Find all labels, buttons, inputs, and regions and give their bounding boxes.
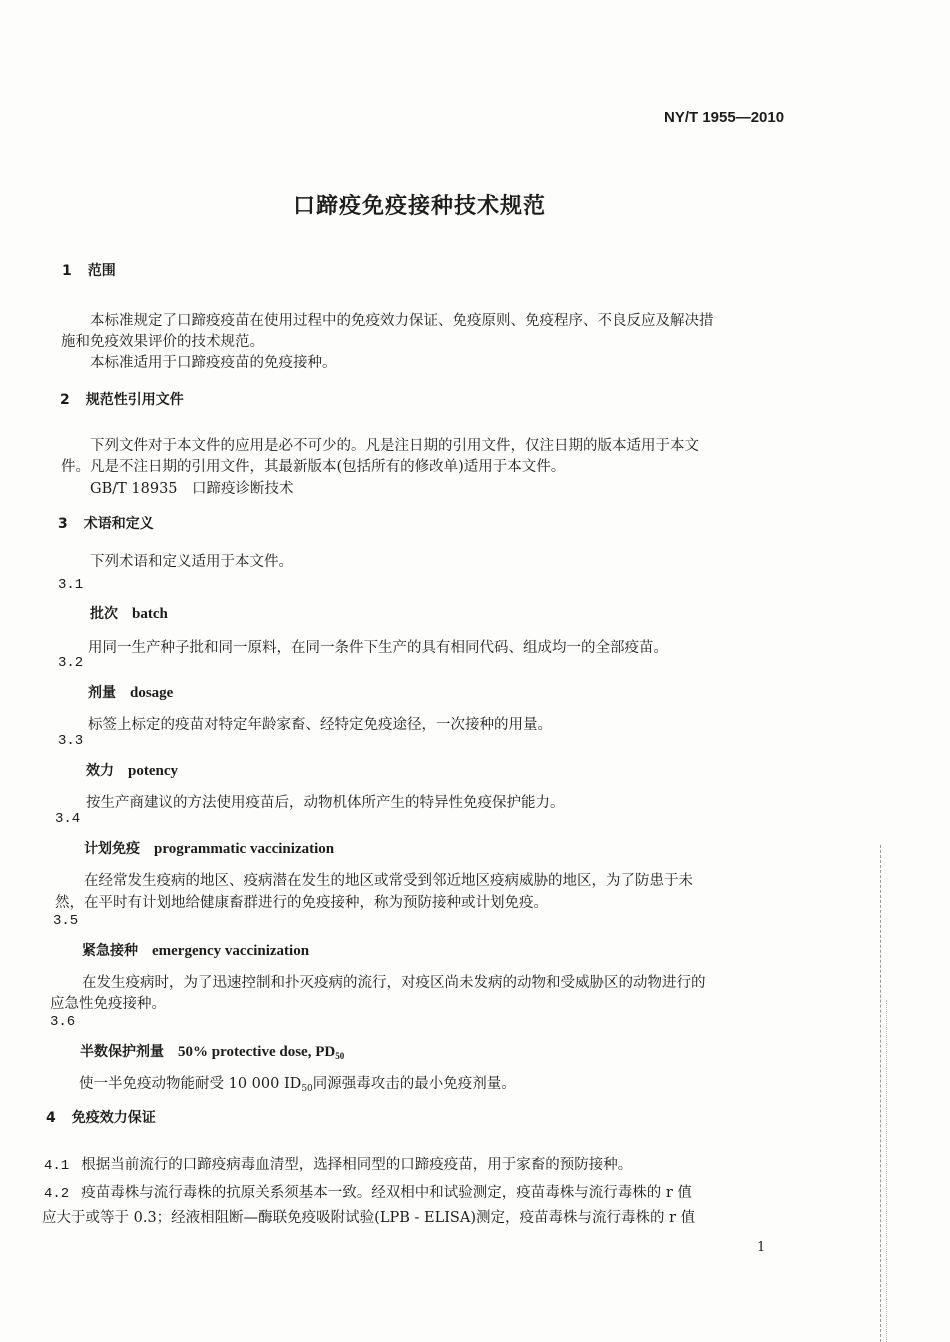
section-title: 规范性引用文件 <box>85 392 184 408</box>
term-definition: 在经常发生疫病的地区、疫病潜在发生的地区或常受到邻近地区疫病威胁的地区，为了防患于未 <box>84 873 693 889</box>
term-definition: 在发生疫病时，为了迅速控制和扑灭疫病的流行，对疫区尚未发病的动物和受威胁区的动物进行的 <box>82 975 706 991</box>
paragraph-line: 本标准适用于口蹄疫疫苗的免疫接种。 <box>90 355 337 371</box>
term-definition: 使一半免疫动物能耐受 10 000 $ID_{50}$同源强毒攻击的最小免疫剂量。 <box>79 1076 516 1094</box>
term-number: 3.2 <box>58 655 84 671</box>
term-english: batch <box>132 606 168 622</box>
section-2-heading <box>60 389 184 409</box>
clause-text: 应大于或等于 0.3；经液相阻断—酶联免疫吸附试验(LPB - ELISA)测定，疫苗毒株与流行毒株的 r 值 <box>42 1210 696 1226</box>
term-chinese: 批次 <box>90 606 118 622</box>
term-definition: 用同一生产种子批和同一原料，在同一条件下生产的具有相同代码、组成均一的全部疫苗。 <box>88 640 668 656</box>
section-title: 免疫效力保证 <box>71 1110 156 1126</box>
page-number: 1 <box>757 1240 766 1255</box>
document-title: 口蹄疫免疫接种技术规范 <box>293 194 547 219</box>
term-chinese: 半数保护剂量 <box>80 1044 164 1060</box>
term-definition: 应急性免疫接种。 <box>50 996 166 1012</box>
term-heading <box>88 682 173 702</box>
term-english: programmatic vaccinization <box>154 841 335 857</box>
term-heading <box>82 940 309 960</box>
term-definition: 按生产商建议的方法使用疫苗后，动物机体所产生的特异性免疫保护能力。 <box>86 795 565 811</box>
paragraph-line: 件。凡是不注日期的引用文件，其最新版本(包括所有的修改单)适用于本文件。 <box>61 459 566 475</box>
term-chinese: 紧急接种 <box>82 943 138 959</box>
term-english: dosage <box>130 685 174 701</box>
section-1-heading <box>62 260 116 280</box>
section-number: 4 <box>46 1110 56 1126</box>
term-english: 50% protective dose, $PD_{50}$ <box>178 1044 345 1061</box>
clause-text: 疫苗毒株与流行毒株的抗原关系须基本一致。经双相中和试验测定，疫苗毒株与流行毒株的 r 值 <box>81 1185 692 1201</box>
term-heading <box>80 1041 344 1061</box>
scan-edge-line <box>880 845 881 1342</box>
term-heading <box>90 603 168 623</box>
normative-reference: GB/T 18935 口蹄疫诊断技术 <box>90 481 294 497</box>
clause-text: 根据当前流行的口蹄疫病毒血清型，选择相同型的口蹄疫疫苗，用于家畜的预防接种。 <box>81 1157 633 1173</box>
term-chinese: 效力 <box>86 763 114 779</box>
term-chinese: 计划免疫 <box>84 841 140 857</box>
term-number: 3.3 <box>58 733 84 749</box>
clause-number: 4.2 <box>44 1186 70 1202</box>
section-4-heading <box>46 1107 156 1127</box>
paragraph-line: 下列文件对于本文件的应用是必不可少的。凡是注日期的引用文件，仅注日期的版本适用于本文 <box>90 438 699 454</box>
section-number: 1 <box>62 263 72 279</box>
term-definition: 然，在平时有计划地给健康畜群进行的免疫接种，称为预防接种或计划免疫。 <box>55 895 548 911</box>
term-number: 3.5 <box>53 913 79 929</box>
term-number: 3.1 <box>58 577 84 593</box>
term-chinese: 剂量 <box>88 685 116 701</box>
clause <box>44 1153 632 1174</box>
clause-number: 4.1 <box>44 1158 70 1174</box>
clause <box>44 1181 692 1202</box>
term-number: 3.6 <box>50 1014 76 1030</box>
paragraph-line: 本标准规定了口蹄疫疫苗在使用过程中的免疫效力保证、免疫原则、免疫程序、不良反应及解决措 <box>90 313 714 329</box>
section-number: 2 <box>60 392 70 408</box>
section-number: 3 <box>58 516 68 532</box>
term-heading <box>86 760 178 780</box>
term-english: potency <box>128 763 178 779</box>
section-title: 术语和定义 <box>83 516 154 532</box>
standard-number: NY/T 1955—2010 <box>664 109 785 126</box>
term-number: 3.4 <box>55 811 81 827</box>
term-heading <box>84 838 334 858</box>
scan-edge-line <box>886 1000 887 1342</box>
term-english: emergency vaccinization <box>152 943 310 959</box>
section-title: 范围 <box>87 263 116 279</box>
section-3-heading <box>58 513 154 533</box>
term-definition: 标签上标定的疫苗对特定年龄家畜、经特定免疫途径，一次接种的用量。 <box>88 717 552 733</box>
paragraph-line: 下列术语和定义适用于本文件。 <box>90 554 293 570</box>
paragraph-line: 施和免疫效果评价的技术规范。 <box>61 334 264 350</box>
